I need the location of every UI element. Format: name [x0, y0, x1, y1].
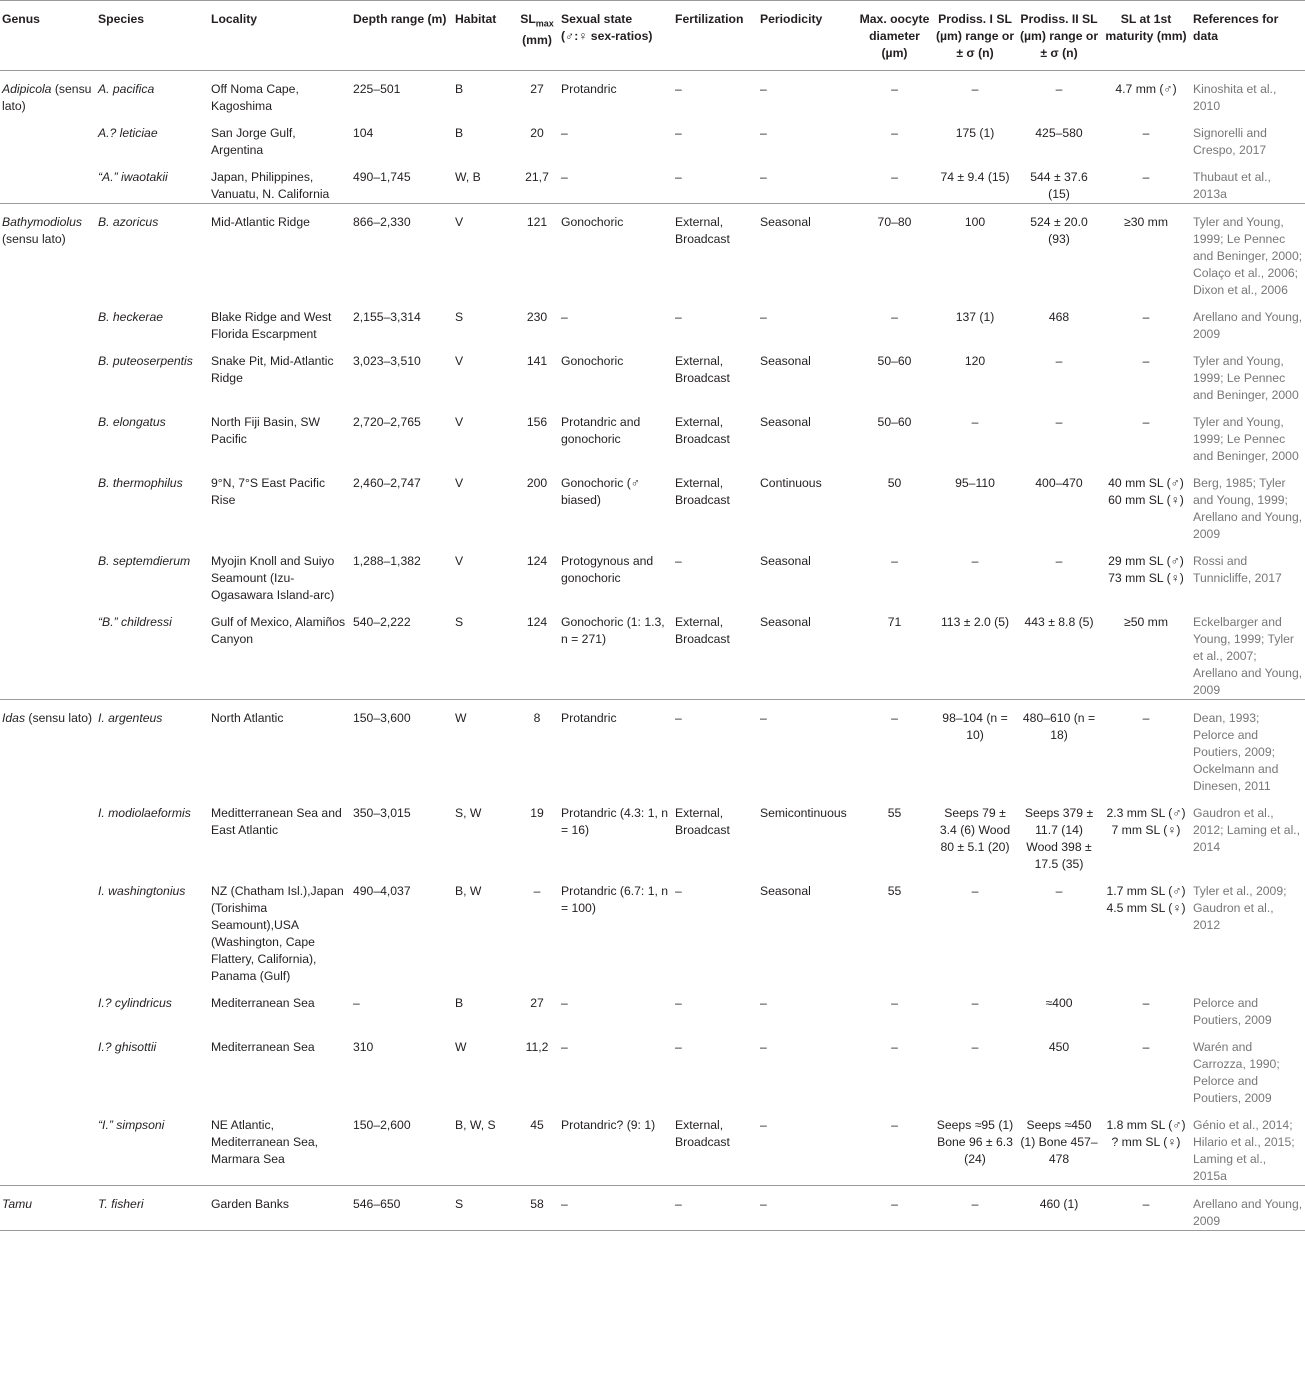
oocyte-cell: – — [891, 170, 898, 184]
prodiss2-cell: – — [1055, 82, 1063, 96]
periodicity-cell: – — [760, 1118, 767, 1132]
habitat-cell: B — [455, 996, 464, 1010]
sl-max-cell: 20 — [530, 126, 544, 140]
locality-cell: Japan, Philippines, Vanuatu, N. California — [211, 170, 330, 201]
depth-cell: 2,460–2,747 — [353, 476, 421, 490]
sl-max-cell: 121 — [515, 204, 559, 300]
table-row — [0, 343, 1305, 404]
species-cell: “B.” childressi — [98, 615, 172, 629]
genus-cell — [0, 873, 96, 985]
col-fertilization: Fertilization — [675, 12, 744, 26]
periodicity-cell: – — [760, 82, 767, 96]
fertilization-cell: External, Broadcast — [675, 806, 730, 837]
periodicity-cell: – — [760, 170, 767, 184]
reference-cell: Gaudron et al., 2012; Laming et al., 2014 — [1193, 806, 1301, 854]
col-references: References for data — [1193, 12, 1279, 43]
oocyte-cell: 70–80 — [856, 204, 933, 300]
habitat-cell: B — [455, 82, 464, 96]
table-row — [0, 1186, 1305, 1231]
fertilization-cell: External, Broadcast — [675, 415, 730, 446]
prodiss1-cell: – — [971, 415, 979, 429]
prodiss2-cell: – — [1055, 415, 1063, 429]
periodicity-cell: Seasonal — [760, 884, 811, 898]
sl-max-cell: 11,2 — [525, 1040, 549, 1054]
genus-cell — [0, 115, 96, 159]
oocyte-cell: – — [891, 554, 898, 568]
sl-max-cell: 27 — [530, 82, 544, 96]
table-row — [0, 604, 1305, 700]
table-row — [0, 71, 1305, 116]
fertilization-cell: – — [675, 310, 682, 324]
prodiss2-cell: 425–580 — [1035, 126, 1083, 140]
species-cell: B. azoricus — [96, 204, 209, 300]
maturity-cell: 29 mm SL (♂) 73 mm SL (♀) — [1108, 554, 1184, 585]
depth-cell: 3,023–3,510 — [353, 354, 421, 368]
prodiss1-cell: 120 — [964, 354, 986, 368]
prodiss1-cell: 95–110 — [955, 476, 995, 490]
sl-max-cell: 8 — [515, 700, 559, 796]
prodiss1-cell: – — [971, 1040, 979, 1054]
sexual-state-cell: Gonochoric — [561, 354, 624, 368]
oocyte-cell: – — [891, 82, 898, 96]
species-cell: B. elongatus — [98, 415, 166, 429]
table-row — [0, 115, 1305, 159]
maturity-cell: – — [1142, 126, 1150, 140]
col-genus: Genus — [2, 12, 40, 26]
sexual-state-cell: – — [561, 170, 568, 184]
col-prodiss1: Prodiss. I SL (µm) range or ± σ (n) — [935, 12, 1015, 60]
locality-cell: NE Atlantic, Mediterranean Sea, Marmara Sea — [211, 1118, 319, 1166]
habitat-cell: S, W — [455, 806, 482, 820]
oocyte-cell: – — [891, 1118, 898, 1132]
periodicity-cell: – — [760, 310, 767, 324]
prodiss1-cell: Seeps 79 ± 3.4 (6) Wood 80 ± 5.1 (20) — [939, 806, 1011, 854]
genus-cell — [0, 1029, 96, 1107]
sexual-state-cell: Gonochoric (1: 1.3, n = 271) — [561, 615, 665, 646]
table-row — [0, 873, 1305, 985]
sl-max-cell: 19 — [530, 806, 544, 820]
maturity-cell: 4.7 mm (♂) — [1115, 82, 1177, 96]
habitat-cell: W — [453, 700, 515, 796]
maturity-cell: – — [1142, 996, 1150, 1010]
genus-cell — [0, 795, 96, 873]
reference-cell: Tyler and Young, 1999; Le Pennec and Beninger, 2000 — [1193, 415, 1299, 463]
reference-cell: Warén and Carrozza, 1990; Pelorce and Poutiers, 2009 — [1193, 1040, 1280, 1105]
oocyte-cell: – — [856, 700, 933, 796]
prodiss1-cell: – — [971, 82, 979, 96]
maturity-cell: 1.7 mm SL (♂) 4.5 mm SL (♀) — [1106, 884, 1186, 915]
fertilization-cell: – — [675, 554, 682, 568]
species-cell: B. heckerae — [98, 310, 164, 324]
col-sexual-state: Sexual state (♂:♀ sex-ratios) — [561, 12, 653, 43]
habitat-cell: V — [453, 204, 515, 300]
sexual-state-cell: Protandric and gonochoric — [561, 415, 641, 446]
depth-cell: 225–501 — [353, 82, 401, 96]
reference-cell: Tyler and Young, 1999; Le Pennec and Beninger, 2000 — [1193, 354, 1299, 402]
species-cell: B. puteoserpentis — [98, 354, 193, 368]
depth-cell: 350–3,015 — [353, 806, 411, 820]
table-row — [0, 1029, 1305, 1107]
locality-cell: Garden Banks — [209, 1186, 351, 1231]
species-cell: I.? ghisottii — [98, 1040, 157, 1054]
locality-cell: Snake Pit, Mid-Atlantic Ridge — [211, 354, 334, 385]
sl-max-cell: 200 — [526, 476, 548, 490]
periodicity-cell: Semicontinuous — [760, 806, 847, 820]
species-cell: I.? cylindricus — [98, 996, 172, 1010]
col-maturity: SL at 1st maturity (mm) — [1105, 12, 1187, 43]
locality-cell: Meditterranean Sea and East Atlantic — [211, 806, 342, 837]
depth-cell: 490–4,037 — [353, 884, 411, 898]
genus-cell: Idas (sensu lato) — [0, 700, 96, 796]
sl-max-cell: 58 — [515, 1186, 559, 1231]
header-row — [0, 1, 1305, 71]
sexual-state-cell: Gonochoric (♂ biased) — [561, 476, 640, 507]
reference-cell: Arellano and Young, 2009 — [1193, 310, 1303, 341]
locality-cell: Off Noma Cape, Kagoshima — [211, 82, 299, 113]
prodiss1-cell: Seeps ≈95 (1) Bone 96 ± 6.3 (24) — [936, 1118, 1014, 1166]
maturity-cell: ≥30 mm — [1101, 204, 1191, 300]
col-habitat: Habitat — [455, 12, 497, 26]
prodiss2-cell: 544 ± 37.6 (15) — [1030, 170, 1088, 201]
maturity-cell: – — [1142, 1040, 1150, 1054]
species-cell: I. modiolaeformis — [98, 806, 191, 820]
species-cell: A. pacifica — [98, 82, 155, 96]
maturity-cell: – — [1142, 170, 1150, 184]
periodicity-cell: Seasonal — [758, 204, 856, 300]
reference-cell: Tyler et al., 2009; Gaudron et al., 2012 — [1193, 884, 1287, 932]
reference-cell: Rossi and Tunnicliffe, 2017 — [1193, 554, 1282, 585]
periodicity-cell: Continuous — [760, 476, 822, 490]
genus-cell — [0, 159, 96, 204]
locality-cell: Myojin Knoll and Suiyo Seamount (Izu-Ogasawara Island-arc) — [211, 554, 335, 602]
prodiss2-cell: 400–470 — [1035, 476, 1083, 490]
habitat-cell: B, W, S — [455, 1118, 496, 1132]
sexual-state-cell: Protandric (4.3: 1, n = 16) — [561, 806, 669, 837]
col-locality: Locality — [211, 12, 258, 26]
oocyte-cell: – — [891, 1040, 898, 1054]
locality-cell: Blake Ridge and West Florida Escarpment — [211, 310, 332, 341]
habitat-cell: V — [455, 476, 464, 490]
prodiss1-cell: 175 (1) — [955, 126, 995, 140]
sexual-state-cell: Protandric — [561, 82, 617, 96]
habitat-cell: B, W — [455, 884, 482, 898]
locality-cell: Mediterranean Sea — [211, 1040, 315, 1054]
habitat-cell: W — [455, 1040, 467, 1054]
table-row — [0, 204, 1305, 300]
species-cell: I. argenteus — [96, 700, 209, 796]
sexual-state-cell: Protandric? (9: 1) — [561, 1118, 656, 1132]
periodicity-cell: Seasonal — [760, 554, 811, 568]
fertilization-cell: External, Broadcast — [673, 204, 758, 300]
table-row — [0, 795, 1305, 873]
sl-max-cell: – — [533, 884, 541, 898]
prodiss2-cell: 450 — [1048, 1040, 1070, 1054]
depth-cell: 1,288–1,382 — [353, 554, 421, 568]
genus-cell — [0, 1107, 96, 1186]
oocyte-cell: 71 — [887, 615, 902, 629]
table-body — [0, 71, 1305, 1231]
habitat-cell: W, B — [455, 170, 481, 184]
oocyte-cell: – — [891, 310, 898, 324]
fertilization-cell: – — [675, 1040, 682, 1054]
sl-max-cell: 124 — [526, 554, 548, 568]
reference-cell: Kinoshita et al., 2010 — [1193, 82, 1277, 113]
col-species: Species — [98, 12, 145, 26]
reference-cell: Arellano and Young, 2009 — [1191, 1186, 1305, 1231]
genus-cell — [0, 299, 96, 343]
genus-cell: Adipicola (sensu lato) — [2, 82, 92, 113]
oocyte-cell: 55 — [887, 884, 902, 898]
sexual-state-cell: – — [561, 310, 568, 324]
oocyte-cell: – — [891, 996, 898, 1010]
genus-cell — [0, 465, 96, 543]
sl-max-cell: 21,7 — [525, 170, 549, 184]
prodiss1-cell: – — [933, 1186, 1017, 1231]
maturity-cell: 1.8 mm SL (♂) ? mm SL (♀) — [1106, 1118, 1186, 1149]
table-row — [0, 159, 1305, 204]
locality-cell: 9°N, 7°S East Pacific Rise — [211, 476, 326, 507]
genus-cell — [0, 543, 96, 604]
fertilization-cell: External, Broadcast — [675, 1118, 730, 1149]
reference-cell: Génio et al., 2014; Hilario et al., 2015; Laming et al., 2015a — [1193, 1118, 1295, 1183]
genus-cell: Bathymodiolus (sensu lato) — [0, 204, 96, 300]
table-row — [0, 465, 1305, 543]
oocyte-cell: – — [856, 1186, 933, 1231]
maturity-cell: – — [1142, 310, 1150, 324]
oocyte-cell: 55 — [887, 806, 902, 820]
depth-cell: 2,720–2,765 — [353, 415, 421, 429]
prodiss1-cell: 100 — [933, 204, 1017, 300]
depth-cell: 540–2,222 — [353, 615, 411, 629]
col-depth: Depth range (m) — [353, 12, 447, 26]
periodicity-cell: Seasonal — [760, 615, 811, 629]
periodicity-cell: Seasonal — [760, 415, 811, 429]
periodicity-cell: – — [760, 996, 767, 1010]
maturity-cell: 40 mm SL (♂) 60 mm SL (♀) — [1108, 476, 1184, 507]
sexual-state-cell: Gonochoric — [559, 204, 673, 300]
habitat-cell: V — [455, 415, 464, 429]
sexual-state-cell: – — [561, 1040, 568, 1054]
periodicity-cell: – — [760, 126, 767, 140]
sexual-state-cell: – — [561, 126, 568, 140]
fertilization-cell: – — [675, 996, 682, 1010]
genus-cell — [0, 985, 96, 1029]
locality-cell: Gulf of Mexico, Alamiños Canyon — [211, 615, 346, 646]
periodicity-cell: – — [758, 700, 856, 796]
maturity-cell: ≥50 mm — [1124, 615, 1168, 629]
prodiss2-cell: – — [1055, 354, 1063, 368]
sl-max-cell: 27 — [530, 996, 544, 1010]
sexual-state-cell: – — [561, 996, 568, 1010]
fertilization-cell: – — [675, 170, 682, 184]
maturity-cell: – — [1142, 354, 1150, 368]
sl-max-cell: 230 — [526, 310, 548, 324]
depth-cell: 866–2,330 — [351, 204, 453, 300]
species-cell: I. washingtonius — [98, 884, 186, 898]
maturity-cell: – — [1101, 700, 1191, 796]
maturity-cell: – — [1142, 415, 1150, 429]
locality-cell: Mediterranean Sea — [211, 996, 315, 1010]
fertilization-cell: – — [673, 1186, 758, 1231]
col-sl-max: $SL_{max}$ (mm) — [520, 12, 554, 48]
maturity-cell: 2.3 mm SL (♂) 7 mm SL (♀) — [1106, 806, 1186, 837]
table-row — [0, 1107, 1305, 1186]
periodicity-cell: Seasonal — [760, 354, 811, 368]
species-cell: B. septemdierum — [98, 554, 191, 568]
fertilization-cell: External, Broadcast — [675, 615, 730, 646]
habitat-cell: S — [455, 310, 464, 324]
depth-cell: 490–1,745 — [353, 170, 411, 184]
locality-cell: North Fiji Basin, SW Pacific — [211, 415, 321, 446]
reference-cell: Signorelli and Crespo, 2017 — [1193, 126, 1267, 157]
oocyte-cell: 50–60 — [877, 415, 912, 429]
prodiss1-cell: 74 ± 9.4 (15) — [940, 170, 1010, 184]
sl-max-cell: 45 — [530, 1118, 544, 1132]
species-cell: A.? leticiae — [98, 126, 158, 140]
reference-cell: Thubaut et al., 2013a — [1193, 170, 1271, 201]
fertilization-cell: External, Broadcast — [675, 476, 730, 507]
depth-cell: 310 — [353, 1040, 374, 1054]
habitat-cell: S — [455, 615, 464, 629]
reference-cell: Dean, 1993; Pelorce and Poutiers, 2009; Ockelmann and Dinesen, 2011 — [1191, 700, 1305, 796]
genus-cell — [0, 404, 96, 465]
locality-cell: Mid-Atlantic Ridge — [209, 204, 351, 300]
depth-cell: 104 — [353, 126, 374, 140]
sexual-state-cell: Protandric — [559, 700, 673, 796]
oocyte-cell: 50–60 — [877, 354, 912, 368]
habitat-cell: S — [453, 1186, 515, 1231]
fertilization-cell: – — [675, 82, 682, 96]
fertilization-cell: – — [675, 884, 682, 898]
table-row — [0, 299, 1305, 343]
prodiss1-cell: 137 (1) — [955, 310, 995, 324]
habitat-cell: V — [455, 354, 464, 368]
prodiss2-cell: 443 ± 8.8 (5) — [1024, 615, 1094, 629]
prodiss2-cell: Seeps ≈450 (1) Bone 457–478 — [1020, 1118, 1098, 1166]
species-cell: T. fisheri — [96, 1186, 209, 1231]
fertilization-cell: – — [673, 700, 758, 796]
oocyte-cell: 50 — [887, 476, 902, 490]
genus-cell: Tamu — [0, 1186, 96, 1231]
species-cell: “A.” iwaotakii — [98, 170, 168, 184]
locality-cell: North Atlantic — [209, 700, 351, 796]
depth-cell: 546–650 — [351, 1186, 453, 1231]
col-periodicity: Periodicity — [760, 12, 823, 26]
depth-cell: – — [353, 996, 360, 1010]
periodicity-cell: – — [758, 1186, 856, 1231]
reference-cell: Tyler and Young, 1999; Le Pennec and Beninger, 2000; Colaço et al., 2006; Dixon et al., 2006 — [1191, 204, 1305, 300]
prodiss1-cell: 98–104 (n = 10) — [933, 700, 1017, 796]
species-cell: B. thermophilus — [98, 476, 183, 490]
sexual-state-cell: Protogynous and gonochoric — [561, 554, 654, 585]
prodiss1-cell: 113 ± 2.0 (5) — [940, 615, 1010, 629]
prodiss2-cell: – — [1055, 884, 1063, 898]
fertilization-cell: – — [675, 126, 682, 140]
sexual-state-cell: – — [559, 1186, 673, 1231]
species-cell: “I.” simpsoni — [98, 1118, 165, 1132]
genus-cell — [0, 343, 96, 404]
habitat-cell: B — [455, 126, 464, 140]
depth-cell: 150–2,600 — [353, 1118, 411, 1132]
locality-cell: NZ (Chatham Isl.),Japan (Torishima Seamount),USA (Washington, Cape Flattery, California), Panama (Gulf) — [211, 884, 344, 983]
prodiss2-cell: – — [1055, 554, 1063, 568]
table-row — [0, 700, 1305, 796]
prodiss2-cell: 480–610 (n = 18) — [1017, 700, 1101, 796]
depth-cell: 150–3,600 — [351, 700, 453, 796]
reference-cell: Eckelbarger and Young, 1999; Tyler et al., 2007; Arellano and Young, 2009 — [1193, 615, 1303, 697]
table-row — [0, 404, 1305, 465]
col-oocyte: Max. oocyte diameter (µm) — [859, 12, 930, 60]
prodiss2-cell: 460 (1) — [1017, 1186, 1101, 1231]
col-prodiss2: Prodiss. II SL (µm) range or ± σ (n) — [1019, 12, 1099, 60]
reference-cell: Berg, 1985; Tyler and Young, 1999; Arellano and Young, 2009 — [1193, 476, 1303, 541]
fertilization-cell: External, Broadcast — [675, 354, 730, 385]
sl-max-cell: 124 — [526, 615, 548, 629]
table-row — [0, 543, 1305, 604]
prodiss1-cell: – — [971, 554, 979, 568]
depth-cell: 2,155–3,314 — [353, 310, 421, 324]
sexual-state-cell: Protandric (6.7: 1, n = 100) — [561, 884, 669, 915]
habitat-cell: V — [455, 554, 464, 568]
prodiss2-cell: ≈400 — [1045, 996, 1073, 1010]
prodiss1-cell: – — [971, 996, 979, 1010]
maturity-cell: – — [1101, 1186, 1191, 1231]
prodiss2-cell: Seeps 379 ± 11.7 (14) Wood 398 ± 17.5 (35) — [1024, 806, 1094, 871]
oocyte-cell: – — [891, 126, 898, 140]
periodicity-cell: – — [760, 1040, 767, 1054]
prodiss2-cell: 524 ± 20.0 (93) — [1017, 204, 1101, 300]
table-row — [0, 985, 1305, 1029]
sl-max-cell: 156 — [526, 415, 548, 429]
prodiss1-cell: – — [971, 884, 979, 898]
sl-max-cell: 141 — [526, 354, 548, 368]
genus-cell — [0, 604, 96, 700]
reference-cell: Pelorce and Poutiers, 2009 — [1193, 996, 1272, 1027]
prodiss2-cell: 468 — [1048, 310, 1070, 324]
locality-cell: San Jorge Gulf, Argentina — [211, 126, 296, 157]
